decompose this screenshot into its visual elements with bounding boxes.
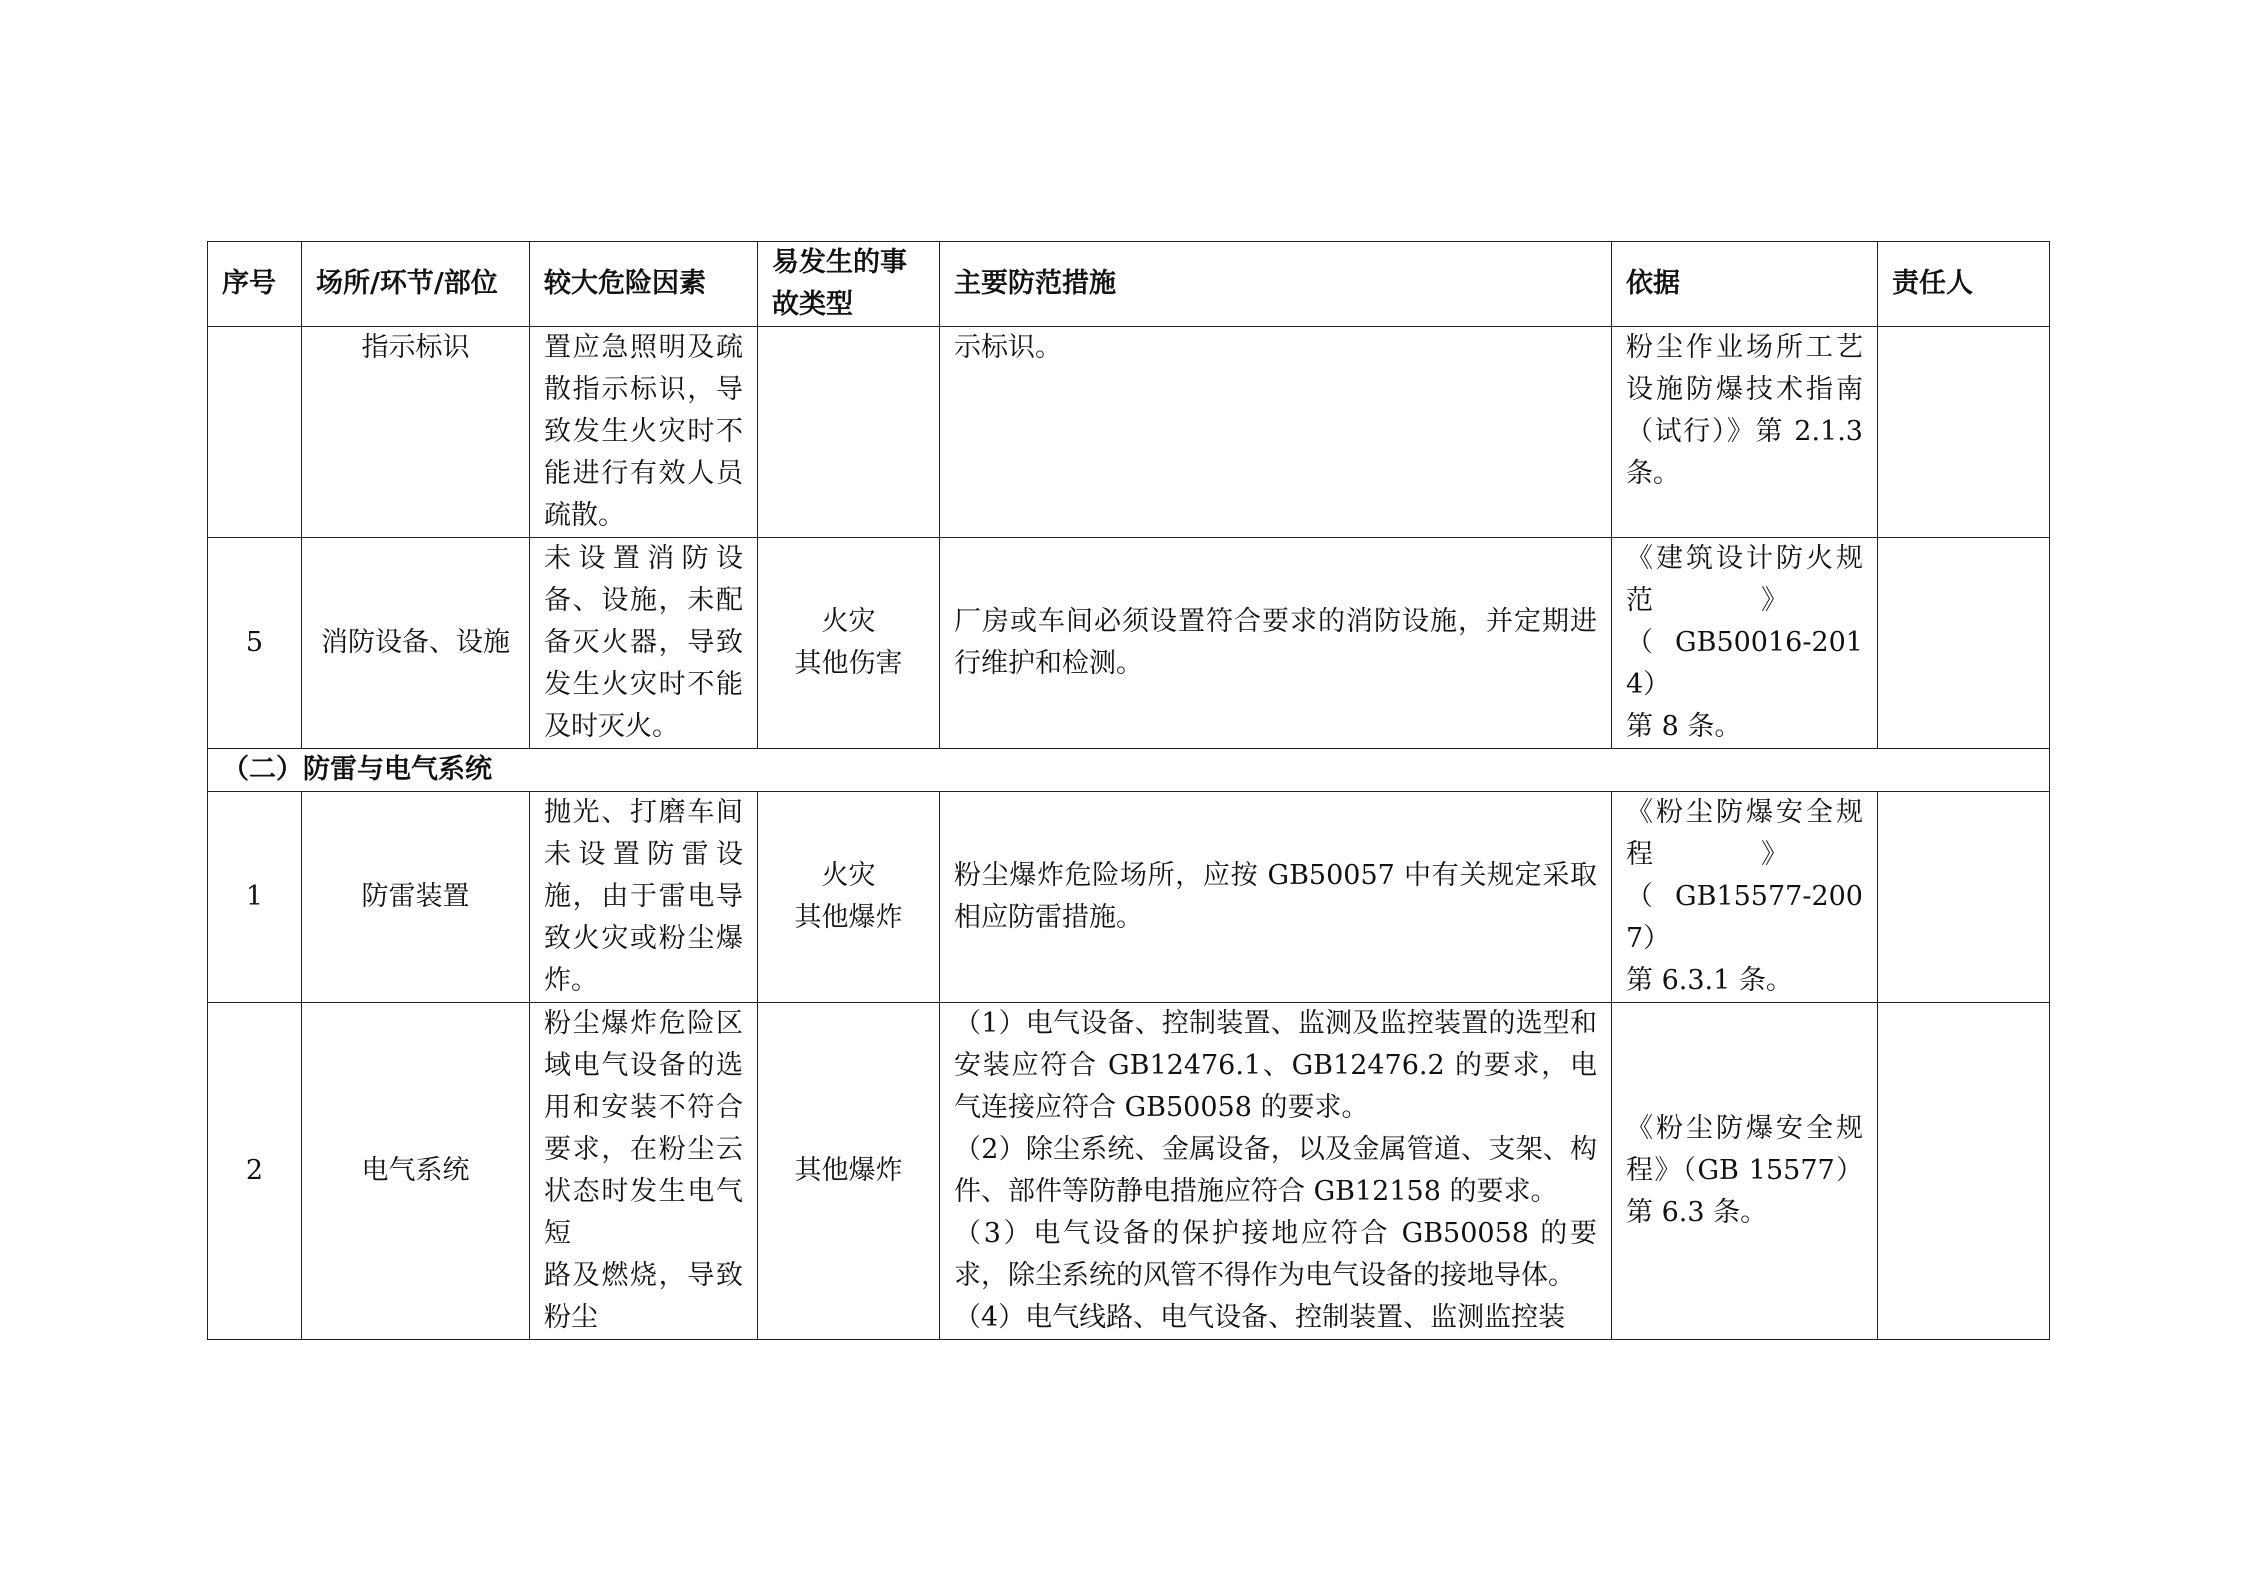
basis-line-2: （GB50016-2014）: [1626, 627, 1863, 700]
table-row: [208, 538, 2050, 749]
cell-no: 5: [208, 538, 302, 749]
cell-basis: [1612, 538, 1878, 749]
accident-type-2: 其他伤害: [794, 648, 903, 679]
basis-line-2: （GB15577-2007）: [1626, 881, 1863, 954]
header-accident-type-line1: 易发生的事: [772, 247, 907, 278]
table-row: [208, 1003, 2050, 1340]
measure-item-4: （4）电气线路、电气设备、控制装置、监测监控装: [954, 1302, 1566, 1333]
basis-line-3: 第 8 条。: [1626, 711, 1742, 742]
cell-location: 消防设备、设施: [302, 538, 530, 749]
cell-hazard: 置应急照明及疏散指示标识，导致发生火灾时不能进行有效人员疏散。: [530, 327, 758, 538]
cell-accident-type: 其他爆炸: [758, 1003, 940, 1340]
accident-type-1: 火灾: [821, 860, 876, 891]
cell-basis: 《粉尘防爆安全规程》（GB 15577）第 6.3 条。: [1612, 1003, 1878, 1340]
hazard-line-1: 粉尘爆炸危险区域电气设备的选用和安装不符合要求，在粉尘云状态时发生电气短: [544, 1008, 743, 1249]
cell-hazard: 未设置消防设备、设施，未配备灭火器，导致发生火灾时不能及时灭火。: [530, 538, 758, 749]
basis-line-3: 第 6.3.1 条。: [1626, 965, 1793, 996]
table-row: [208, 792, 2050, 1003]
accident-type-1: 火灾: [821, 606, 876, 637]
header-row: [208, 242, 2050, 327]
cell-measures: 厂房或车间必须设置符合要求的消防设施，并定期进行维护和检测。: [940, 538, 1612, 749]
cell-accident-type: [758, 327, 940, 538]
header-accident-type: [758, 242, 940, 327]
section-row: [208, 749, 2050, 792]
cell-measures: 示标识。: [940, 327, 1612, 538]
hazard-table: [207, 241, 2050, 1340]
header-hazard: 较大危险因素: [530, 242, 758, 327]
section-title: （二）防雷与电气系统: [208, 749, 2050, 792]
cell-basis: [1612, 792, 1878, 1003]
cell-accident-type: [758, 538, 940, 749]
cell-measures: [940, 1003, 1612, 1340]
cell-hazard: [530, 1003, 758, 1340]
measure-item-2: （2）除尘系统、金属设备，以及金属管道、支架、构件、部件等防静电措施应符合 GB12158 的要求。: [954, 1134, 1597, 1207]
cell-owner: [1878, 327, 2050, 538]
cell-location: 防雷装置: [302, 792, 530, 1003]
measure-item-3: （3）电气设备的保护接地应符合 GB50058 的要求，除尘系统的风管不得作为电气设备的接地导体。: [954, 1218, 1597, 1291]
header-owner: 责任人: [1878, 242, 2050, 327]
header-basis: 依据: [1612, 242, 1878, 327]
header-measures: 主要防范措施: [940, 242, 1612, 327]
cell-owner: [1878, 538, 2050, 749]
header-no: 序号: [208, 242, 302, 327]
hazard-line-2: 路及燃烧，导致粉尘: [544, 1260, 743, 1333]
cell-no: 1: [208, 792, 302, 1003]
cell-owner: [1878, 792, 2050, 1003]
cell-location: 电气系统: [302, 1003, 530, 1340]
cell-hazard: 抛光、打磨车间未设置防雷设施，由于雷电导致火灾或粉尘爆炸。: [530, 792, 758, 1003]
accident-type-2: 其他爆炸: [794, 902, 903, 933]
cell-no: 2: [208, 1003, 302, 1340]
cell-basis: 粉尘作业场所工艺设施防爆技术指南（试行）》第 2.1.3 条。: [1612, 327, 1878, 538]
cell-location: 指示标识: [302, 327, 530, 538]
basis-line-1: 《粉尘防爆安全规程 》: [1626, 797, 1863, 870]
cell-no: [208, 327, 302, 538]
cell-accident-type: [758, 792, 940, 1003]
table-row: [208, 327, 2050, 538]
header-accident-type-line2: 故类型: [772, 289, 853, 320]
cell-owner: [1878, 1003, 2050, 1340]
cell-measures: 粉尘爆炸危险场所，应按 GB50057 中有关规定采取相应防雷措施。: [940, 792, 1612, 1003]
measure-item-1: （1）电气设备、控制装置、监测及监控装置的选型和安装应符合 GB12476.1、GB12476.2 的要求，电气连接应符合 GB50058 的要求。: [954, 1008, 1597, 1123]
basis-line-1: 《建筑设计防火规范 》: [1626, 543, 1863, 616]
header-location: 场所/环节/部位: [302, 242, 530, 327]
